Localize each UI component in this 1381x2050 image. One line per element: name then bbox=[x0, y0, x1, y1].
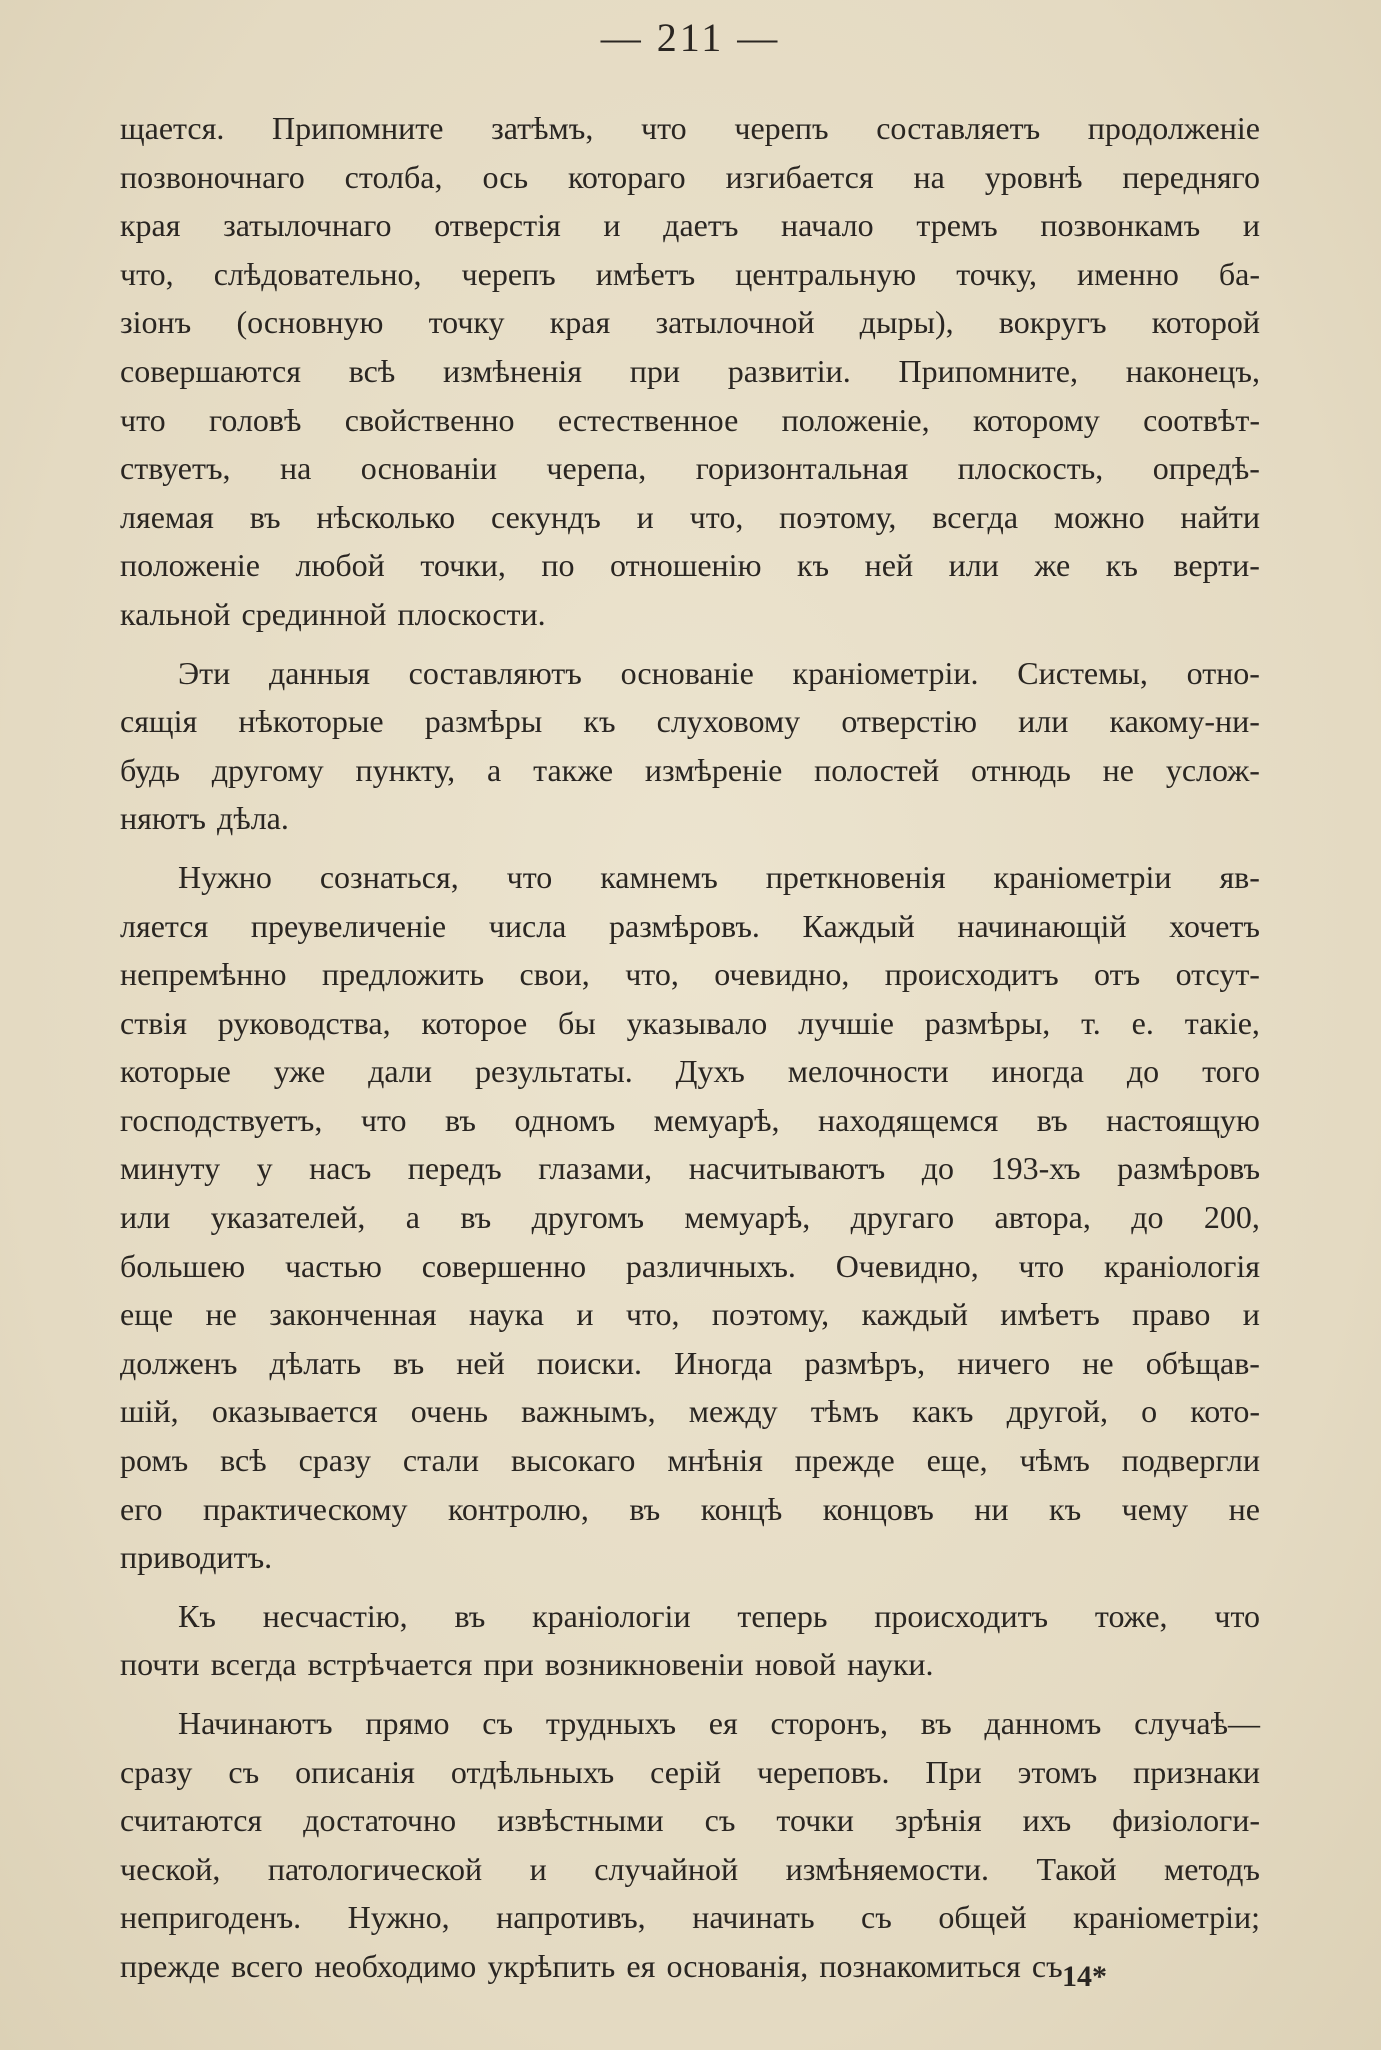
text-line: шій, оказывается очень важнымъ, между тѣмъ какъ другой, о кото- bbox=[120, 1393, 1260, 1430]
text-line: Эти данныя составляютъ основаніе краніометріи. Системы, отно- bbox=[178, 654, 1260, 691]
text-line: ствія руководства, которое бы указывало лучшіе размѣры, т. е. такіе, bbox=[120, 1004, 1260, 1041]
text-line: приводитъ. bbox=[120, 1539, 273, 1576]
text-line: сящія нѣкоторые размѣры къ слуховому отверстію или какому-ни- bbox=[120, 703, 1260, 740]
text-line: ромъ всѣ сразу стали высокаго мнѣнія прежде еще, чѣмъ подвергли bbox=[120, 1442, 1260, 1479]
signature-mark: 14* bbox=[1062, 1960, 1107, 1993]
text-line: щается. Припомните затѣмъ, что черепъ составляетъ продолженіе bbox=[120, 110, 1260, 146]
text-line: еще не законченная наука и что, поэтому, каждый имѣетъ право и bbox=[120, 1296, 1260, 1333]
text-line: края затылочнаго отверстія и даетъ начало тремъ позвонкамъ и bbox=[120, 207, 1260, 244]
text-line: позвоночнаго столба, ось котораго изгибается на уровнѣ передняго bbox=[120, 158, 1260, 195]
text-line: ляемая въ нѣсколько секундъ и что, поэтому, всегда можно найти bbox=[120, 498, 1260, 535]
text-line: положеніе любой точки, по отношенію къ ней или же къ верти- bbox=[120, 547, 1260, 584]
text-line: большею частью совершенно различныхъ. Очевидно, что краніологія bbox=[120, 1247, 1260, 1284]
text-line: ствуетъ, на основаніи черепа, горизонтальная плоскость, опредѣ- bbox=[120, 450, 1260, 487]
text-line: Начинаютъ прямо съ трудныхъ ея сторонъ, въ данномъ случаѣ— bbox=[178, 1705, 1260, 1741]
text-line: ческой, патологической и случайной измѣняемости. Такой методъ bbox=[120, 1850, 1260, 1887]
text-line: что, слѣдовательно, черепъ имѣетъ центральную точку, именно ба- bbox=[120, 255, 1260, 292]
text-line: что головѣ свойственно естественное положеніе, которому соотвѣт- bbox=[120, 401, 1260, 438]
text-line: или указателей, а въ другомъ мемуарѣ, другаго автора, до 200, bbox=[120, 1199, 1260, 1236]
text-line: Къ несчастію, въ краніологіи теперь происходитъ тоже, что bbox=[178, 1597, 1260, 1634]
text-line: Нужно сознаться, что камнемъ преткновенія краніометріи яв- bbox=[178, 858, 1260, 895]
text-line: прежде всего необходимо укрѣпить ея основанія, познакомиться съ bbox=[120, 1947, 1063, 1984]
text-line: долженъ дѣлать въ ней поиски. Иногда размѣръ, ничего не обѣщав- bbox=[120, 1344, 1260, 1381]
text-line: господствуетъ, что въ одномъ мемуарѣ, находящемся въ настоящую bbox=[120, 1101, 1260, 1138]
page-text bbox=[120, 104, 1260, 1991]
text-line: кальной срединной плоскости. bbox=[120, 595, 546, 632]
page-number: — 211 — bbox=[600, 15, 781, 60]
text-line: зіонъ (основную точку края затылочной дыры), вокругъ которой bbox=[120, 304, 1260, 341]
text-line: которые уже дали результаты. Духъ мелочности иногда до того bbox=[120, 1053, 1260, 1090]
text-line: будь другому пункту, а также измѣреніе полостей отнюдь не услож- bbox=[120, 751, 1260, 788]
text-line: ляется преувеличеніе числа размѣровъ. Каждый начинающій хочетъ bbox=[120, 907, 1260, 944]
text-line: непригоденъ. Нужно, напротивъ, начинать съ общей краніометріи; bbox=[120, 1899, 1260, 1936]
text-line: няютъ дѣла. bbox=[120, 800, 289, 837]
text-line: сразу съ описанія отдѣльныхъ серій череповъ. При этомъ признаки bbox=[120, 1753, 1260, 1790]
text-line: считаются достаточно извѣстными съ точки зрѣнія ихъ физіологи- bbox=[120, 1802, 1260, 1839]
text-line: минуту у насъ передъ глазами, насчитываютъ до 193-хъ размѣровъ bbox=[120, 1150, 1260, 1187]
text-line: почти всегда встрѣчается при возникновеніи новой науки. bbox=[120, 1646, 934, 1683]
text-line: совершаются всѣ измѣненія при развитіи. Припомните, наконецъ, bbox=[120, 352, 1260, 389]
text-line: его практическому контролю, въ концѣ концовъ ни къ чему не bbox=[120, 1490, 1260, 1527]
text-line: непремѣнно предложить свои, что, очевидно, происходитъ отъ отсут- bbox=[120, 956, 1260, 993]
